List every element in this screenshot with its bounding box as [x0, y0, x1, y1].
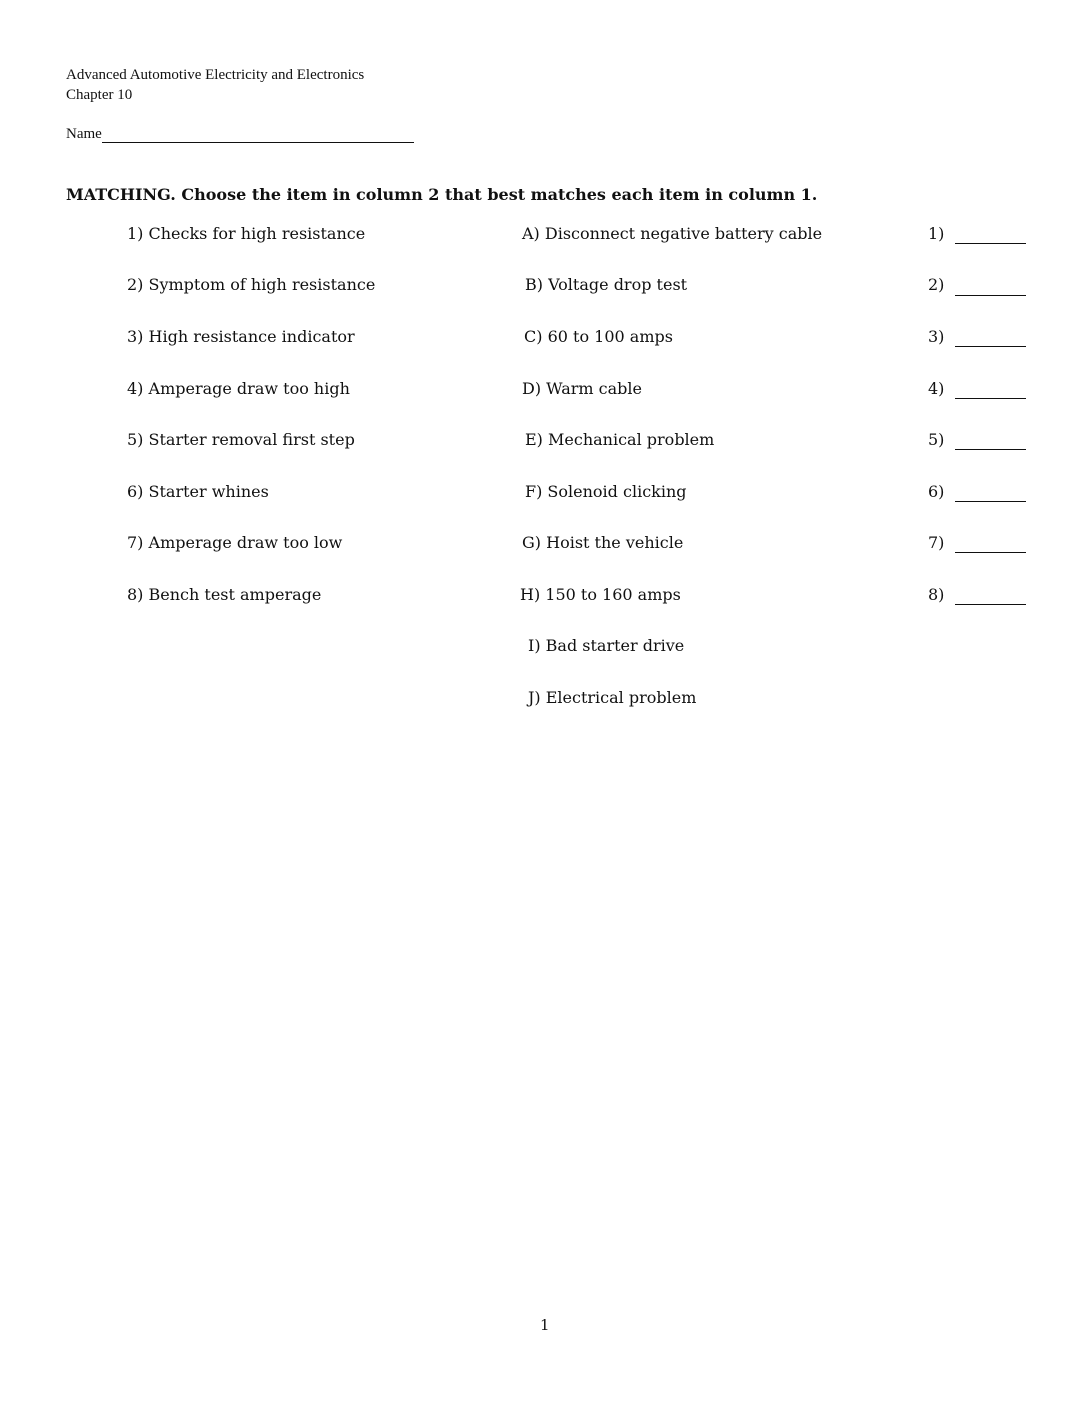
column2-item: J) Electrical problem [528, 688, 697, 707]
answer-blank[interactable] [955, 604, 1026, 605]
column1-item: 5) Starter removal first step [127, 430, 355, 449]
answer-blank[interactable] [955, 552, 1026, 553]
answer-number: 7) [928, 533, 945, 552]
answer-blank[interactable] [955, 449, 1026, 450]
column2-item: E) Mechanical problem [525, 430, 715, 449]
column2-item: H) 150 to 160 amps [520, 585, 681, 604]
matching-instructions: MATCHING. Choose the item in column 2 that best matches each item in column 1. [66, 185, 818, 204]
answer-blank[interactable] [955, 398, 1026, 399]
column1-item: 8) Bench test amperage [127, 585, 322, 604]
column2-item: F) Solenoid clicking [525, 482, 687, 501]
answer-number: 8) [928, 585, 945, 604]
column1-item: 2) Symptom of high resistance [127, 275, 376, 294]
column2-item: B) Voltage drop test [525, 275, 688, 294]
column2-item: G) Hoist the vehicle [522, 533, 684, 552]
column1-item: 1) Checks for high resistance [127, 224, 366, 243]
column1-item: 7) Amperage draw too low [127, 533, 343, 552]
answer-blank[interactable] [955, 295, 1026, 296]
column2-item: D) Warm cable [522, 379, 642, 398]
answer-number: 1) [928, 224, 945, 243]
answer-number: 3) [928, 327, 945, 346]
answer-number: 6) [928, 482, 945, 501]
answer-number: 5) [928, 430, 945, 449]
column1-item: 6) Starter whines [127, 482, 269, 501]
column2-item: A) Disconnect negative battery cable [522, 224, 823, 243]
name-row [66, 126, 414, 143]
answer-blank[interactable] [955, 501, 1026, 502]
name-label: Name [66, 126, 102, 142]
column2-item: C) 60 to 100 amps [524, 327, 673, 346]
column2-item: I) Bad starter drive [528, 636, 685, 655]
column1-item: 4) Amperage draw too high [127, 379, 350, 398]
answer-blank[interactable] [955, 346, 1026, 347]
answer-number: 4) [928, 379, 945, 398]
answer-number: 2) [928, 275, 945, 294]
chapter-label: Chapter 10 [66, 87, 133, 103]
name-blank-line[interactable] [102, 126, 414, 143]
column1-item: 3) High resistance indicator [127, 327, 355, 346]
answer-blank[interactable] [955, 243, 1026, 244]
page-number: 1 [540, 1316, 550, 1334]
course-title: Advanced Automotive Electricity and Electronics [66, 67, 365, 83]
